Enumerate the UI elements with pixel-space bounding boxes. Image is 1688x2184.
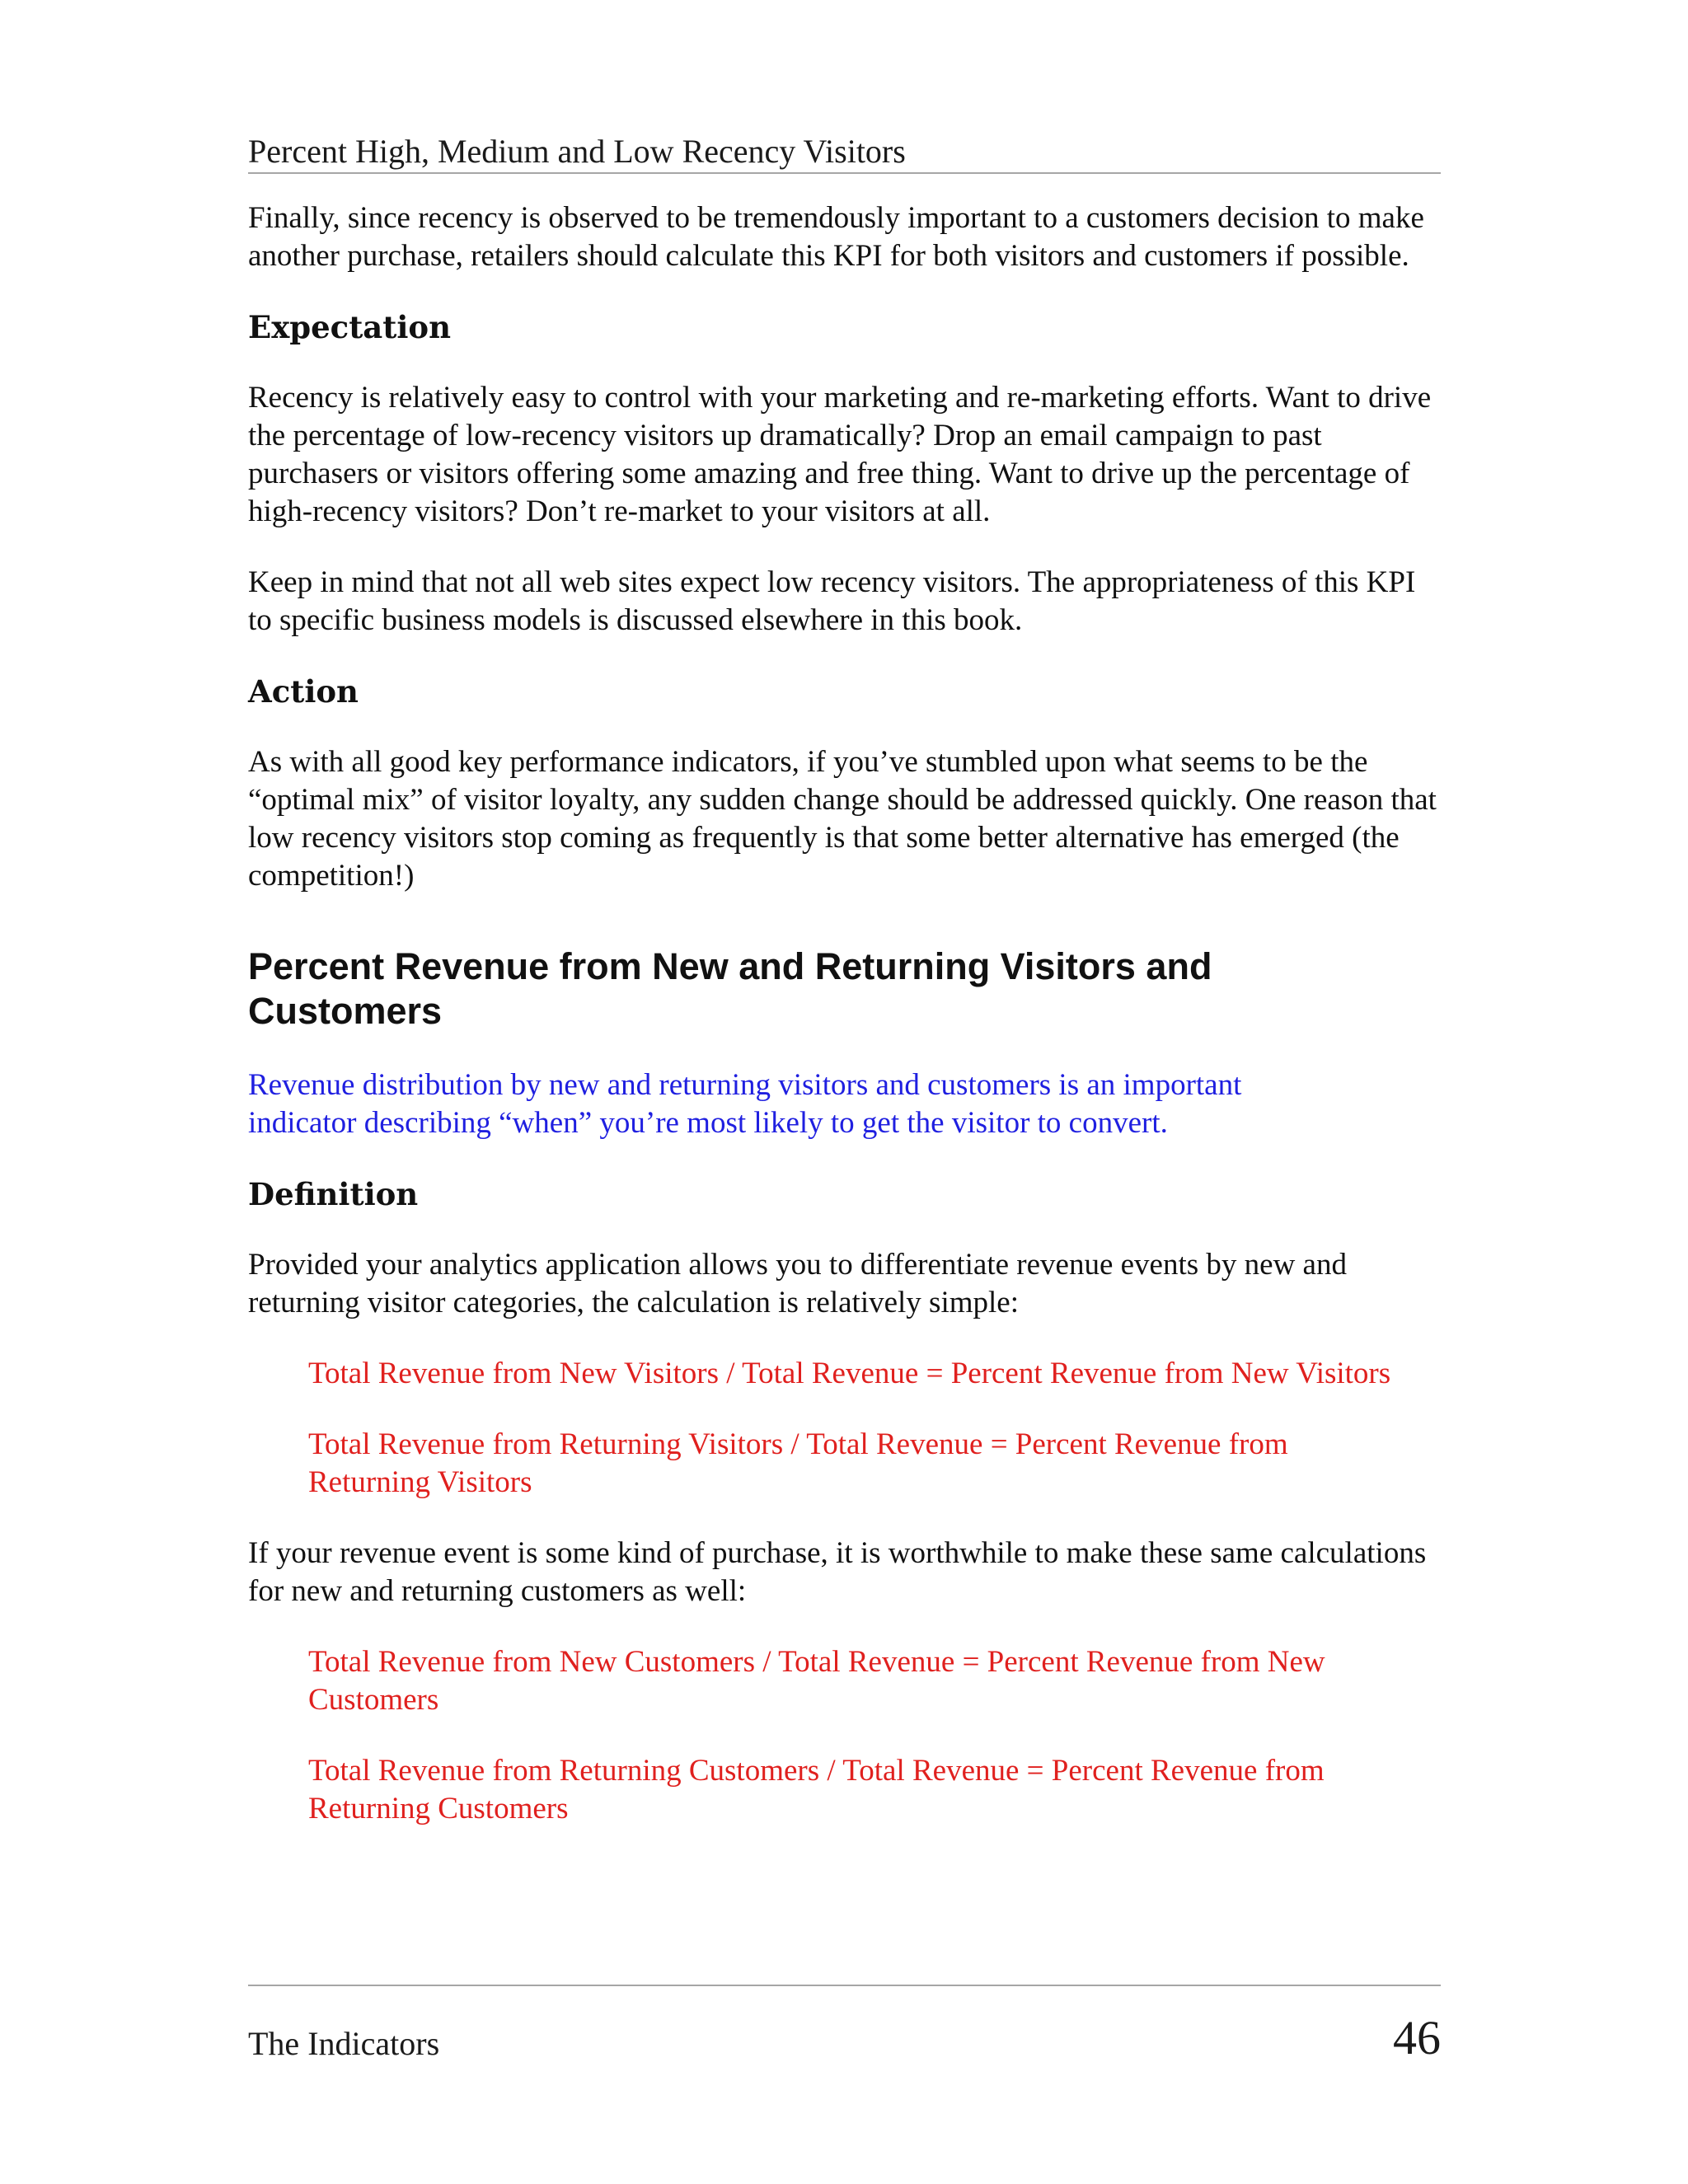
section-intro: Revenue distribution by new and returning visitors and customers is an important indicator describing “when” you’re most likely to get the visitor to convert. xyxy=(248,1068,1242,1140)
definition-paragraph-2: If your revenue event is some kind of purchase, it is worthwhile to make these same calculations for new and returning customers as well: xyxy=(248,1536,1427,1608)
action-paragraph: As with all good key performance indicators, if you’ve stumbled upon what seems to be the “optimal mix” of visitor loyalty, any sudden change should be addressed quickly. One reason that low recency visitors stop coming as frequently is that some better alternative has emerged (the competition!) xyxy=(248,745,1437,893)
expectation-paragraph-2: Keep in mind that not all web sites expect low recency visitors. The appropriateness of this KPI to specific business models is discussed elsewhere in this book. xyxy=(248,565,1416,637)
formula-returning-visitors: Total Revenue from Returning Visitors / Total Revenue = Percent Revenue from Returning Visitors xyxy=(308,1427,1288,1499)
intro-paragraph: Finally, since recency is observed to be tremendously important to a customers decision to make another purchase, retailers should calculate this KPI for both visitors and customers if possible. xyxy=(248,201,1424,273)
definition-heading: Definition xyxy=(248,1176,419,1212)
page-number: 46 xyxy=(1393,2011,1441,2064)
running-header: Percent High, Medium and Low Recency Visitors xyxy=(248,133,906,170)
section-title: Percent Revenue from New and Returning Visitors and Customers xyxy=(248,945,1212,1032)
expectation-paragraph-1: Recency is relatively easy to control with your marketing and re-marketing efforts. Want to drive the percentage of low-recency visitors up dramatically? Drop an email campaign to past purchasers or visitors offering some amazing and free thing. Want to drive up the percentage of high-recency visitors? Don’t re-market to your visitors at all. xyxy=(248,381,1432,528)
header-rule xyxy=(248,172,1441,174)
definition-paragraph-1: Provided your analytics application allows you to differentiate revenue events by new and returning visitor categories, the calculation is relatively simple: xyxy=(248,1248,1347,1319)
footer-rule xyxy=(248,1985,1441,1986)
expectation-heading: Expectation xyxy=(248,309,451,345)
footer-chapter-title: The Indicators xyxy=(248,2025,440,2062)
formula-new-visitors: Total Revenue from New Visitors / Total Revenue = Percent Revenue from New Visitors xyxy=(308,1357,1391,1390)
page-body xyxy=(248,199,1441,1861)
formula-returning-customers: Total Revenue from Returning Customers / Total Revenue = Percent Revenue from Returning Customers xyxy=(308,1754,1325,1825)
formula-new-customers: Total Revenue from New Customers / Total Revenue = Percent Revenue from New Customers xyxy=(308,1645,1325,1717)
action-heading: Action xyxy=(248,673,359,710)
